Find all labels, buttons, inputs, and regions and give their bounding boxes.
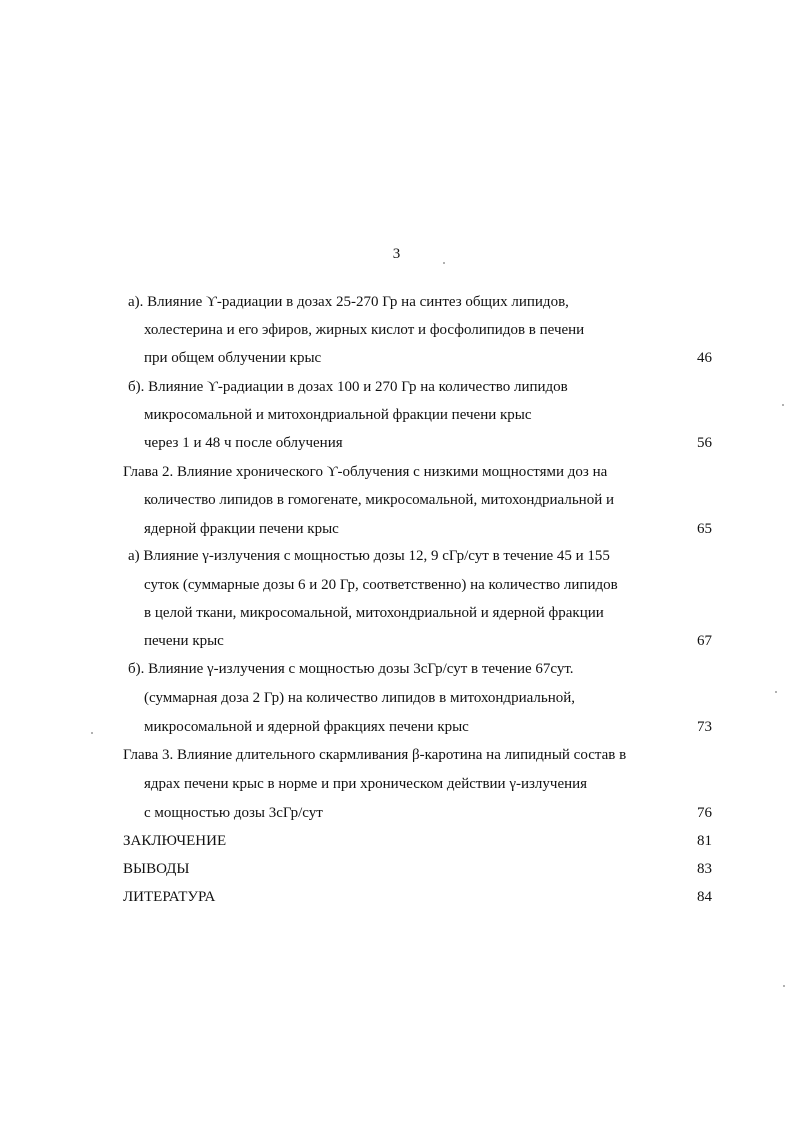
toc-page-number: 81 bbox=[697, 833, 712, 849]
toc-page-number: 65 bbox=[697, 521, 712, 537]
toc-page-number: 76 bbox=[697, 805, 712, 821]
toc-line bbox=[0, 348, 793, 368]
scan-speck bbox=[775, 691, 777, 693]
toc-line bbox=[0, 519, 793, 539]
toc-text: ЗАКЛЮЧЕНИЕ bbox=[123, 833, 227, 849]
toc-line bbox=[0, 659, 793, 679]
toc-text: микросомальной и ядерной фракциях печени крыс bbox=[144, 719, 469, 735]
toc-line bbox=[0, 546, 793, 566]
toc-line bbox=[0, 292, 793, 312]
toc-text: а) Влияние γ-излучения с мощностью дозы 12, 9 сГр/сут в течение 45 и 155 bbox=[128, 548, 610, 564]
toc-page-number: 46 bbox=[697, 350, 712, 366]
toc-line bbox=[0, 433, 793, 453]
page-number: 3 bbox=[392, 246, 401, 262]
toc-text: микросомальной и митохондриальной фракции печени крыс bbox=[144, 407, 532, 423]
toc-page-number: 83 bbox=[697, 861, 712, 877]
toc-text: Глава 2. Влияние хронического ϒ-облучения с низкими мощностями доз на bbox=[123, 464, 608, 480]
toc-text: через 1 и 48 ч после облучения bbox=[144, 435, 343, 451]
toc-line bbox=[0, 774, 793, 794]
toc-page-number: 73 bbox=[697, 719, 712, 735]
toc-text: в целой ткани, микросомальной, митохондриальной и ядерной фракции bbox=[144, 605, 604, 621]
toc-line bbox=[0, 320, 793, 340]
toc-text: количество липидов в гомогенате, микросомальной, митохондриальной и bbox=[144, 492, 615, 508]
toc-line bbox=[0, 717, 793, 737]
toc-line bbox=[0, 745, 793, 765]
toc-text: при общем облучении крыс bbox=[144, 350, 322, 366]
toc-page-number: 56 bbox=[697, 435, 712, 451]
toc-line bbox=[0, 462, 793, 482]
toc-line bbox=[0, 377, 793, 397]
toc-text: ядерной фракции печени крыс bbox=[144, 521, 339, 537]
toc-line bbox=[0, 631, 793, 651]
toc-text: б). Влияние ϒ-радиации в дозах 100 и 270 Гр на количество липидов bbox=[128, 379, 568, 395]
toc-text: холестерина и его эфиров, жирных кислот и фосфолипидов в печени bbox=[144, 322, 585, 338]
toc-text: Глава 3. Влияние длительного скармливания β-каротина на липидный состав в bbox=[123, 747, 627, 763]
toc-text: б). Влияние γ-излучения с мощностью дозы 3сГр/сут в течение 67сут. bbox=[128, 661, 574, 677]
toc-page-number: 67 bbox=[697, 633, 712, 649]
scan-speck bbox=[91, 732, 93, 734]
toc-text: ядрах печени крыс в норме и при хроническом действии γ-излучения bbox=[144, 776, 588, 792]
toc-page-number: 84 bbox=[697, 889, 712, 905]
toc-text: ЛИТЕРАТУРА bbox=[123, 889, 216, 905]
toc-line bbox=[0, 575, 793, 595]
toc-line bbox=[0, 803, 793, 823]
scan-speck bbox=[782, 404, 784, 406]
toc-text: (суммарная доза 2 Гр) на количество липидов в митохондриальной, bbox=[144, 690, 576, 706]
toc-text: с мощностью дозы 3сГр/сут bbox=[144, 805, 323, 821]
toc-text: суток (суммарные дозы 6 и 20 Гр, соответственно) на количество липидов bbox=[144, 577, 618, 593]
toc-line bbox=[0, 831, 793, 851]
scan-speck bbox=[783, 985, 785, 987]
toc-text: ВЫВОДЫ bbox=[123, 861, 190, 877]
toc-line bbox=[0, 405, 793, 425]
toc-line bbox=[0, 490, 793, 510]
scan-speck bbox=[443, 262, 445, 264]
toc-line bbox=[0, 859, 793, 879]
toc-line bbox=[0, 688, 793, 708]
toc-text: а). Влияние ϒ-радиации в дозах 25-270 Гр на синтез общих липидов, bbox=[128, 294, 569, 310]
toc-line bbox=[0, 887, 793, 907]
toc-text: печени крыс bbox=[144, 633, 224, 649]
toc-line bbox=[0, 603, 793, 623]
